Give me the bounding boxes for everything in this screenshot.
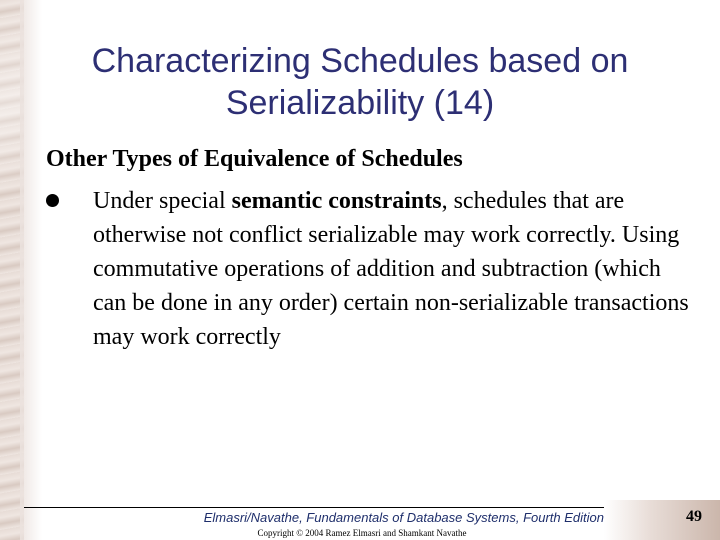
page-number: 49 (686, 508, 702, 525)
footer-background (604, 500, 720, 540)
footer-divider (24, 507, 604, 508)
slide-title: Characterizing Schedules based on Serializability (14) (91, 42, 629, 122)
bullet-text-emphasis: semantic constraints (231, 188, 442, 214)
bullet-text-post: , schedules that are otherwise not conflict serializable may work correctly. Using commutative operations of addition and subtraction (which can be done in any order) certain non-serializable transactions may work correctly (93, 188, 689, 350)
section-heading: Other Types of Equivalence of Schedules (46, 146, 463, 172)
bullet-text (93, 184, 693, 354)
footer-book-title: Elmasri/Navathe, Fundamentals of Database Systems, Fourth Edition (203, 510, 604, 525)
background-fade (20, 0, 42, 540)
bullet-text-pre: Under special (93, 188, 232, 214)
footer-copyright: Copyright © 2004 Ramez Elmasri and Shamkant Navathe (257, 528, 467, 538)
bullet-dot-icon (46, 194, 59, 207)
